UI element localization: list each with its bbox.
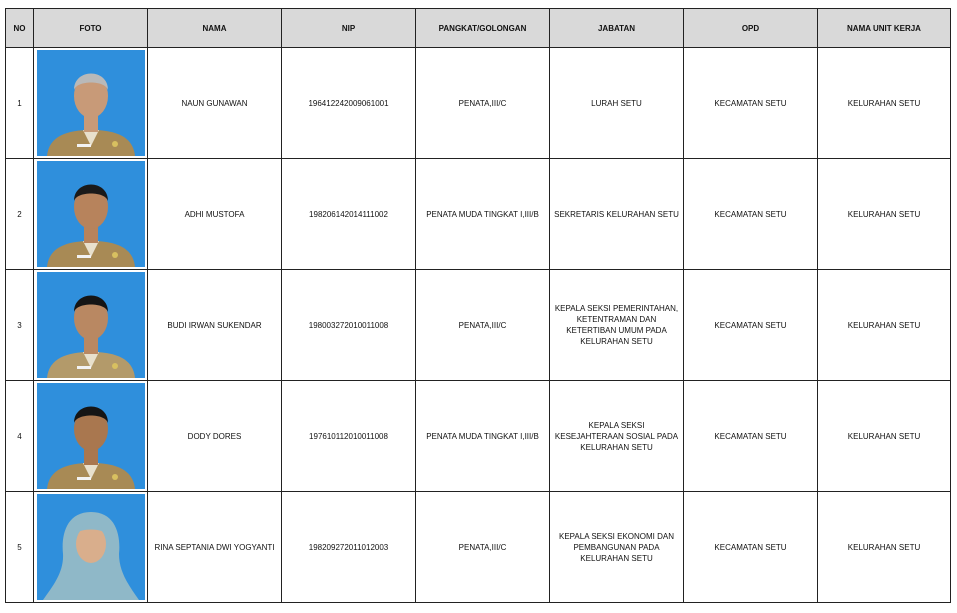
cell-opd: KECAMATAN SETU	[684, 381, 818, 492]
cell-nip: 198003272010011008	[282, 270, 416, 381]
cell-no: 2	[6, 159, 34, 270]
table-row	[6, 492, 951, 603]
employee-photo	[37, 161, 145, 267]
cell-nama: DODY DORES	[148, 381, 282, 492]
cell-opd: KECAMATAN SETU	[684, 48, 818, 159]
cell-pangkat: PENATA,III/C	[416, 48, 550, 159]
cell-unit: KELURAHAN SETU	[818, 381, 951, 492]
cell-unit: KELURAHAN SETU	[818, 159, 951, 270]
table-row	[6, 270, 951, 381]
header-nip: NIP	[282, 9, 416, 48]
cell-pangkat: PENATA,III/C	[416, 270, 550, 381]
cell-nama: NAUN GUNAWAN	[148, 48, 282, 159]
cell-nama: BUDI IRWAN SUKENDAR	[148, 270, 282, 381]
cell-no: 4	[6, 381, 34, 492]
cell-no: 5	[6, 492, 34, 603]
header-no: NO	[6, 9, 34, 48]
header-unit: NAMA UNIT KERJA	[818, 9, 951, 48]
cell-opd: KECAMATAN SETU	[684, 492, 818, 603]
employee-photo	[37, 383, 145, 489]
table-row	[6, 48, 951, 159]
cell-nip: 197610112010011008	[282, 381, 416, 492]
cell-jabatan: SEKRETARIS KELURAHAN SETU	[550, 159, 684, 270]
cell-jabatan: KEPALA SEKSI PEMERINTAHAN, KETENTRAMAN DAN KETERTIBAN UMUM PADA KELURAHAN SETU	[550, 270, 684, 381]
cell-nama: ADHI MUSTOFA	[148, 159, 282, 270]
cell-jabatan: KEPALA SEKSI KESEJAHTERAAN SOSIAL PADA KELURAHAN SETU	[550, 381, 684, 492]
cell-foto	[34, 492, 148, 603]
header-pangkat: PANGKAT/GOLONGAN	[416, 9, 550, 48]
cell-foto	[34, 381, 148, 492]
cell-nip: 198209272011012003	[282, 492, 416, 603]
staff-table	[5, 8, 951, 603]
cell-foto	[34, 48, 148, 159]
header-foto: FOTO	[34, 9, 148, 48]
employee-photo	[37, 494, 145, 600]
header-jabatan: JABATAN	[550, 9, 684, 48]
cell-pangkat: PENATA,III/C	[416, 492, 550, 603]
header-nama: NAMA	[148, 9, 282, 48]
cell-no: 1	[6, 48, 34, 159]
employee-photo	[37, 272, 145, 378]
cell-nip: 196412242009061001	[282, 48, 416, 159]
header-row	[6, 9, 951, 48]
header-opd: OPD	[684, 9, 818, 48]
cell-unit: KELURAHAN SETU	[818, 48, 951, 159]
cell-opd: KECAMATAN SETU	[684, 270, 818, 381]
cell-opd: KECAMATAN SETU	[684, 159, 818, 270]
cell-nip: 198206142014111002	[282, 159, 416, 270]
table-row	[6, 381, 951, 492]
table-row	[6, 159, 951, 270]
cell-no: 3	[6, 270, 34, 381]
cell-foto	[34, 270, 148, 381]
cell-unit: KELURAHAN SETU	[818, 270, 951, 381]
cell-nama: RINA SEPTANIA DWI YOGYANTI	[148, 492, 282, 603]
cell-jabatan: KEPALA SEKSI EKONOMI DAN PEMBANGUNAN PADA KELURAHAN SETU	[550, 492, 684, 603]
cell-pangkat: PENATA MUDA TINGKAT I,III/B	[416, 381, 550, 492]
cell-unit: KELURAHAN SETU	[818, 492, 951, 603]
cell-foto	[34, 159, 148, 270]
cell-jabatan: LURAH SETU	[550, 48, 684, 159]
employee-photo	[37, 50, 145, 156]
cell-pangkat: PENATA MUDA TINGKAT I,III/B	[416, 159, 550, 270]
